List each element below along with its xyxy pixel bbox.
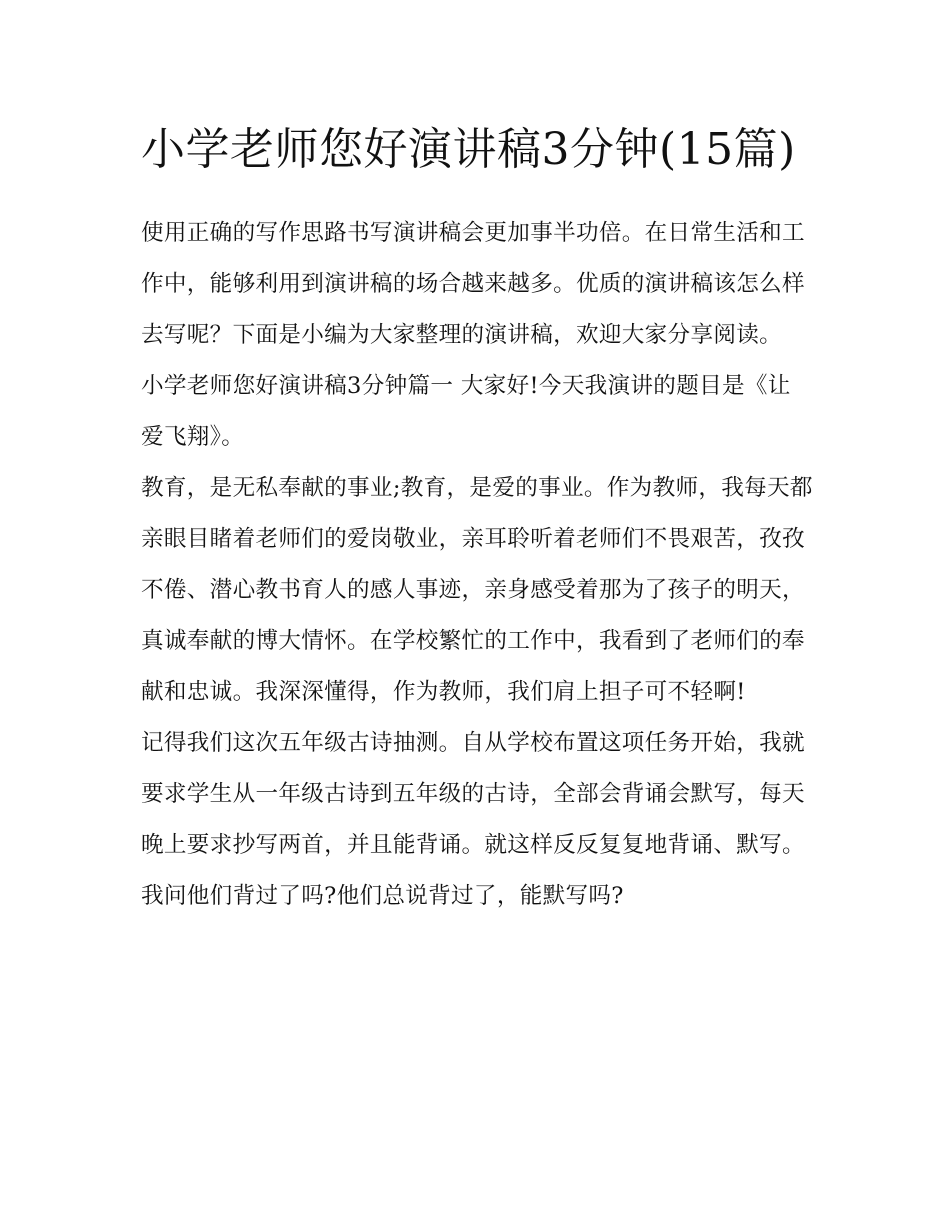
document-title: 小学老师您好演讲稿3分钟(15篇) [141, 124, 796, 175]
document-body [141, 112, 813, 922]
paragraph-speech-opening: 小学老师您好演讲稿3分钟篇一 大家好!今天我演讲的题目是《让爱飞翔》。 [141, 373, 791, 450]
paragraph-poetry-test: 记得我们这次五年级古诗抽测。自从学校布置这项任务开始，我就要求学生从一年级古诗到五年级的古诗，全部会背诵会默写，每天晚上要求抄写两首，并且能背诵。就这样反反复复地背诵、默写。我问他们背过了吗?他们总说背过了，能默写吗? [141, 730, 805, 909]
paragraph-education: 教育，是无私奉献的事业;教育，是爱的事业。作为教师，我每天都亲眼目睹着老师们的爱岗敬业，亲耳聆听着老师们不畏艰苦，孜孜不倦、潜心教书育人的感人事迹，亲身感受着那为了孩子的明天，真诚奉献的博大情怀。在学校繁忙的工作中，我看到了老师们的奉献和忠诚。我深深懂得，作为教师，我们肩上担子可不轻啊! [141, 475, 813, 705]
paragraph-intro: 使用正确的写作思路书写演讲稿会更加事半功倍。在日常生活和工作中，能够利用到演讲稿的场合越来越多。优质的演讲稿该怎么样去写呢？下面是小编为大家整理的演讲稿，欢迎大家分享阅读。 [141, 220, 805, 348]
